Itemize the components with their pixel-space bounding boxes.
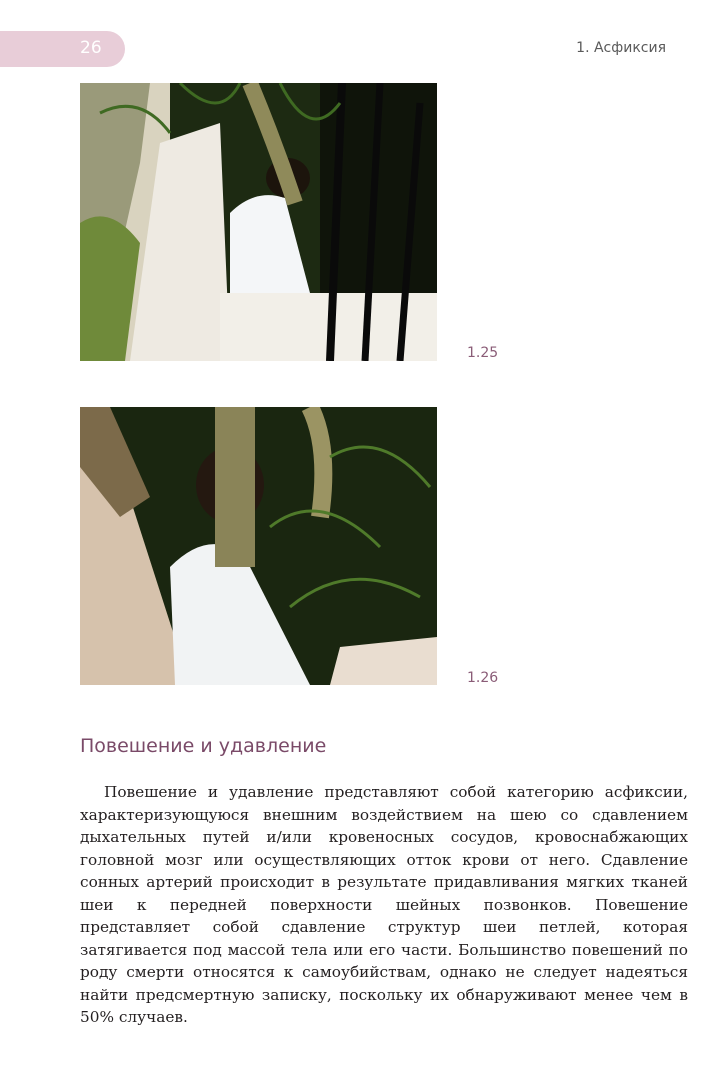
running-title: 1. Асфиксия	[576, 40, 666, 56]
figure-1-25-photo	[80, 83, 437, 361]
page-number-tab	[0, 31, 125, 67]
figure-label: 1.25	[467, 345, 499, 361]
figure-label: 1.26	[467, 670, 499, 686]
body-paragraph: Повешение и удавление представляют собой категорию асфиксии, характеризующуюся внешним воздействием на шею со сдавлением дыхательных путей и/или кровеносных сосудов, кровоснабжающих головной мозг или осуществляющих отток крови от него. Сдавление сонных артерий происходит в результате придавливания мягких тканей шеи к передней поверхности шейных позвонков. Повешение представляет собой сдавление структур шеи петлей, которая затягивается под массой тела или его части. Большинство повешений по роду смерти относятся к самоубийствам, однако не следует надеяться найти предсмертную записку, поскольку их обнаруживают менее чем в 50% случаев.	[80, 783, 688, 1026]
figure-1-26-photo	[80, 407, 437, 685]
section-heading: Повешение и удавление	[80, 735, 327, 757]
page-number: 26	[80, 38, 102, 58]
